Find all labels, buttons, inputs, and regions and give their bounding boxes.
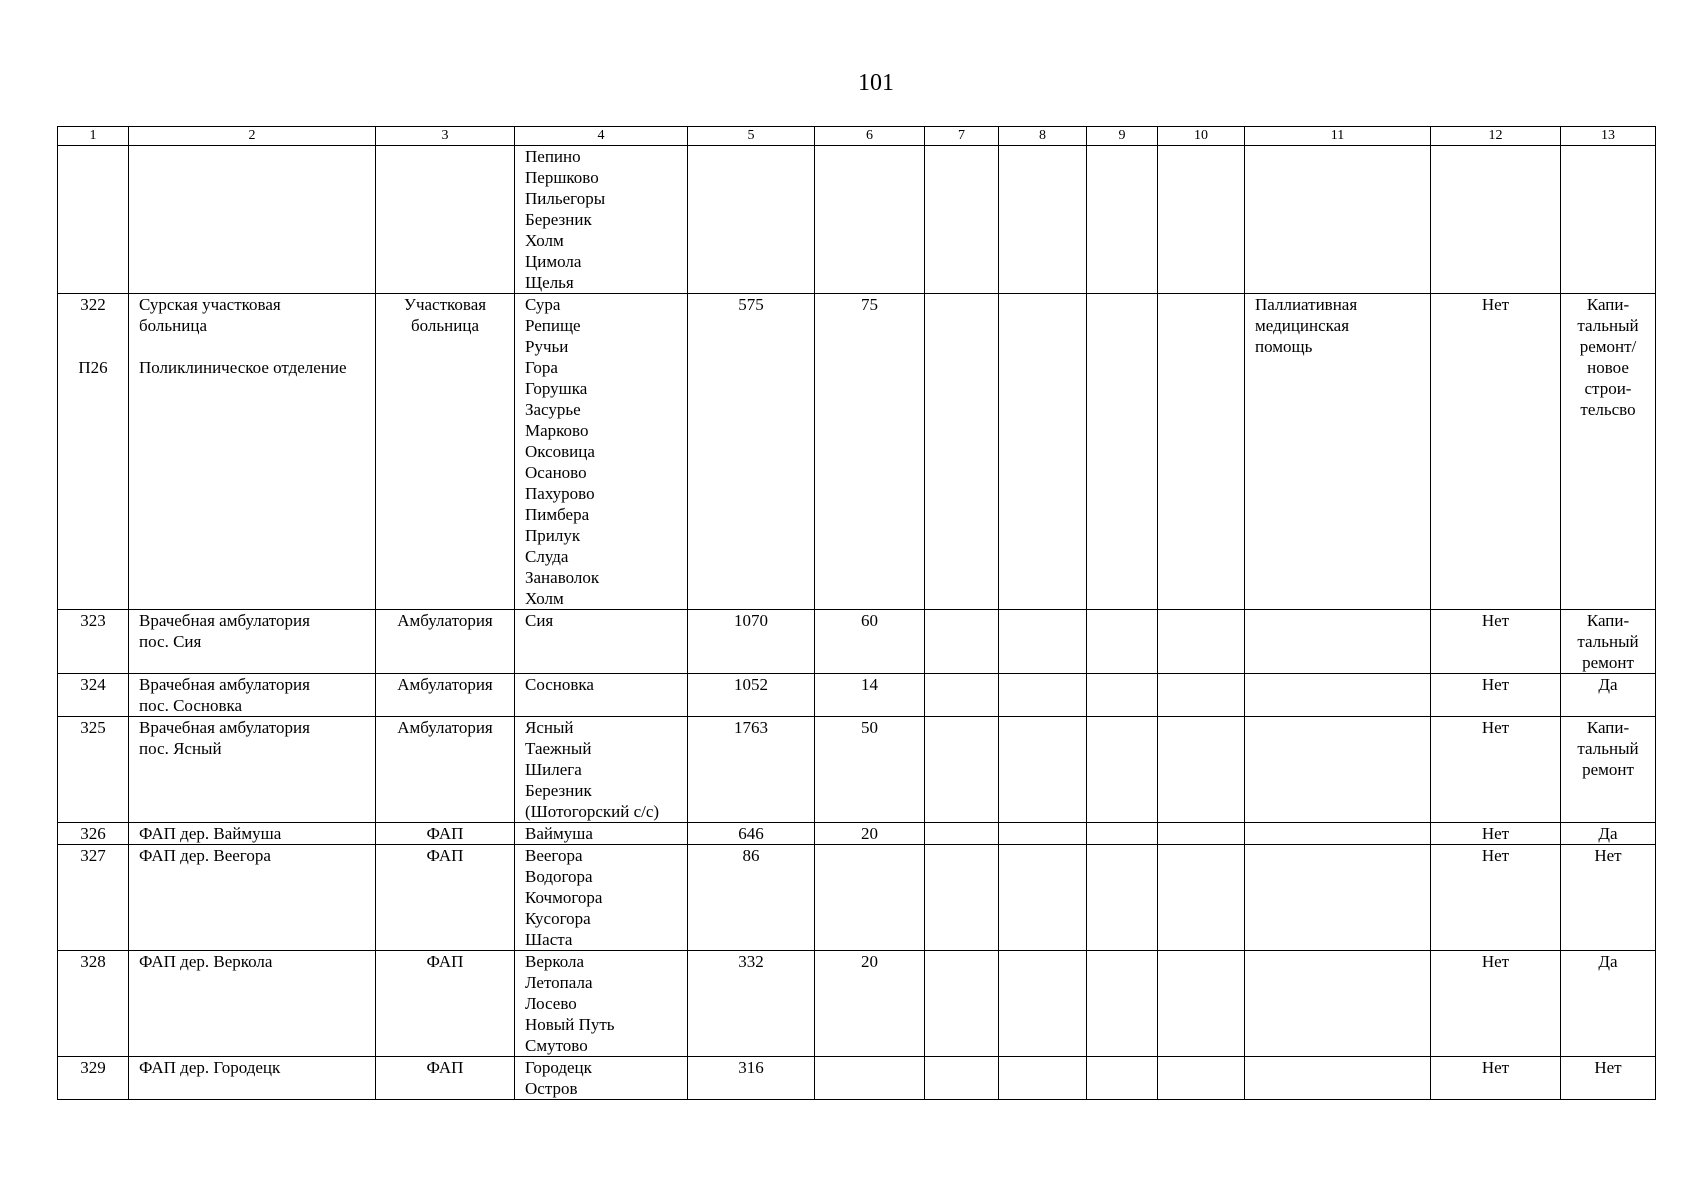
col12-cell (1431, 610, 1561, 674)
population-cell (688, 717, 815, 823)
col9-cell (1087, 294, 1158, 610)
col13-line: тальный (1577, 632, 1639, 651)
row-number-line (68, 315, 118, 336)
facility-type-line: Амбулатория (397, 611, 493, 630)
row-number-cell (58, 1057, 129, 1100)
col8-cell (999, 1057, 1087, 1100)
distance-cell (815, 294, 925, 610)
col13-line: тальный (1577, 739, 1639, 758)
distance-cell (815, 674, 925, 717)
villages-cell (515, 674, 688, 717)
distance-cell (815, 951, 925, 1057)
facility-name-line: больница (139, 316, 207, 335)
services-cell (1245, 823, 1431, 845)
col13-cell (1561, 717, 1656, 823)
col12-cell (1431, 674, 1561, 717)
villages-line: Репище (525, 316, 581, 335)
facility-type-cell (376, 1057, 515, 1100)
services-cell (1245, 146, 1431, 294)
row-number-cell (58, 294, 129, 610)
column-number-6: 6 (815, 127, 925, 146)
facility-name-line: пос. Ясный (139, 739, 222, 758)
population-cell (688, 674, 815, 717)
services-cell (1245, 610, 1431, 674)
col7-cell (925, 823, 999, 845)
villages-line: Ясный (525, 718, 574, 737)
services-cell (1245, 1057, 1431, 1100)
col7-cell (925, 294, 999, 610)
facility-type-cell (376, 294, 515, 610)
page-number: 101 (858, 70, 894, 96)
table-row (58, 717, 1656, 823)
col13-cell (1561, 951, 1656, 1057)
col7-cell (925, 610, 999, 674)
villages-cell (515, 146, 688, 294)
col13-line: Капи- (1586, 611, 1630, 630)
facility-type-cell (376, 674, 515, 717)
services-cell (1245, 674, 1431, 717)
column-number-5: 5 (688, 127, 815, 146)
col12-cell (1431, 146, 1561, 294)
col8-cell (999, 951, 1087, 1057)
facility-name-cell (129, 823, 376, 845)
facility-name-line: ФАП дер. Ваймуша (139, 824, 282, 843)
col12-value: Нет (1481, 824, 1510, 843)
col13-line: новое (1587, 358, 1629, 377)
col13-cell (1561, 674, 1656, 717)
row-number-cell (58, 146, 129, 294)
population-cell (688, 1057, 815, 1100)
services-cell (1245, 951, 1431, 1057)
col12-cell (1431, 1057, 1561, 1100)
column-number-4: 4 (515, 127, 688, 146)
population-value: 646 (738, 824, 764, 843)
table-row (58, 845, 1656, 951)
column-number-11: 11 (1245, 127, 1431, 146)
facility-type-line: ФАП (426, 846, 464, 865)
col12-value: Нет (1481, 611, 1510, 630)
villages-line: Осаново (525, 463, 587, 482)
villages-line: Горушка (525, 379, 588, 398)
col10-cell (1158, 294, 1245, 610)
distance-cell (815, 610, 925, 674)
col13-line: Да (1598, 824, 1618, 843)
facility-type-line: больница (411, 316, 479, 335)
population-value: 86 (742, 846, 760, 865)
row-number-cell (58, 610, 129, 674)
facility-name-cell (129, 717, 376, 823)
facility-name-line: пос. Сия (139, 632, 202, 651)
distance-value: 60 (861, 611, 878, 630)
facility-type-cell (376, 823, 515, 845)
col8-cell (999, 146, 1087, 294)
col12-cell (1431, 294, 1561, 610)
population-value: 316 (738, 1058, 764, 1077)
villages-line: Шилега (525, 760, 582, 779)
column-number-9: 9 (1087, 127, 1158, 146)
villages-line: Лосево (525, 994, 577, 1013)
distance-value: 20 (861, 824, 878, 843)
services-line: медицинская (1255, 316, 1350, 335)
population-cell (688, 294, 815, 610)
villages-line: Холм (525, 589, 564, 608)
villages-line: Шаста (525, 930, 573, 949)
col12-value: Нет (1481, 718, 1510, 737)
population-value: 1052 (734, 675, 768, 694)
col9-cell (1087, 1057, 1158, 1100)
facility-name-line: Врачебная амбулатория (139, 611, 310, 630)
villages-line: Прилук (525, 526, 581, 545)
column-number-2: 2 (129, 127, 376, 146)
col9-cell (1087, 823, 1158, 845)
facility-name-line (139, 336, 365, 357)
villages-line: Марково (525, 421, 589, 440)
col13-line: Капи- (1586, 295, 1630, 314)
population-cell (688, 845, 815, 951)
villages-line: Таежный (525, 739, 592, 758)
distance-cell (815, 146, 925, 294)
col13-cell (1561, 823, 1656, 845)
villages-line: Летопала (525, 973, 593, 992)
distance-cell (815, 845, 925, 951)
villages-line: Першково (525, 168, 599, 187)
col9-cell (1087, 845, 1158, 951)
facility-name-cell (129, 610, 376, 674)
row-number-line: 322 (80, 295, 106, 314)
population-value: 332 (738, 952, 764, 971)
villages-line: Веркола (525, 952, 585, 971)
distance-value: 75 (861, 295, 878, 314)
row-number-line: 327 (80, 846, 106, 865)
population-cell (688, 146, 815, 294)
col9-cell (1087, 610, 1158, 674)
col7-cell (925, 1057, 999, 1100)
villages-line: Слуда (525, 547, 569, 566)
row-number-line: 325 (80, 718, 106, 737)
col8-cell (999, 823, 1087, 845)
column-number-7: 7 (925, 127, 999, 146)
services-cell (1245, 294, 1431, 610)
population-value: 575 (738, 295, 764, 314)
distance-cell (815, 1057, 925, 1100)
col10-cell (1158, 823, 1245, 845)
row-number-cell (58, 717, 129, 823)
villages-line: Сосновка (525, 675, 594, 694)
villages-line: Березник (525, 781, 592, 800)
services-cell (1245, 717, 1431, 823)
services-cell (1245, 845, 1431, 951)
facility-type-line: ФАП (426, 1058, 464, 1077)
facility-name-cell (129, 845, 376, 951)
table-body (58, 146, 1656, 1100)
column-number-3: 3 (376, 127, 515, 146)
distance-value: 14 (861, 675, 878, 694)
row-number-line: 328 (80, 952, 106, 971)
col13-cell (1561, 146, 1656, 294)
table-row (58, 674, 1656, 717)
col9-cell (1087, 674, 1158, 717)
villages-line: Ваймуша (525, 824, 593, 843)
facility-name-line: ФАП дер. Веегора (139, 846, 271, 865)
row-number-cell (58, 951, 129, 1057)
villages-line: Пахурово (525, 484, 595, 503)
col10-cell (1158, 1057, 1245, 1100)
col10-cell (1158, 674, 1245, 717)
col7-cell (925, 717, 999, 823)
column-number-1: 1 (58, 127, 129, 146)
table-row (58, 610, 1656, 674)
col13-line: Капи- (1586, 718, 1630, 737)
villages-line: Водогора (525, 867, 593, 886)
row-number-line: 324 (80, 675, 106, 694)
col12-cell (1431, 823, 1561, 845)
villages-line: Цимола (525, 252, 582, 271)
col12-value: Нет (1481, 952, 1510, 971)
row-number-line: 326 (80, 824, 106, 843)
villages-cell (515, 294, 688, 610)
facilities-table (57, 126, 1656, 1100)
facility-name-cell (129, 674, 376, 717)
col9-cell (1087, 717, 1158, 823)
facility-type-line: Амбулатория (397, 718, 493, 737)
col13-line: Да (1598, 675, 1618, 694)
col10-cell (1158, 717, 1245, 823)
row-number-line: 329 (80, 1058, 106, 1077)
villages-cell (515, 951, 688, 1057)
column-number-12: 12 (1431, 127, 1561, 146)
row-number-cell (58, 674, 129, 717)
facility-type-cell (376, 717, 515, 823)
col13-cell (1561, 294, 1656, 610)
col8-cell (999, 610, 1087, 674)
col13-line: ремонт (1582, 653, 1634, 672)
villages-line: Сия (525, 611, 554, 630)
villages-line: Сура (525, 295, 561, 314)
facility-type-cell (376, 845, 515, 951)
villages-line: Смутово (525, 1036, 588, 1055)
col13-cell (1561, 610, 1656, 674)
distance-cell (815, 717, 925, 823)
distance-value: 20 (861, 952, 878, 971)
villages-line: Пепино (525, 147, 581, 166)
services-line: помощь (1255, 337, 1313, 356)
facility-name-line: Поликлиническое отделение (139, 358, 347, 377)
column-number-10: 10 (1158, 127, 1245, 146)
facility-type-line: Амбулатория (397, 675, 493, 694)
facility-name-line: Сурская участковая (139, 295, 281, 314)
col7-cell (925, 674, 999, 717)
col12-value: Нет (1481, 675, 1510, 694)
col13-line: ремонт/ (1579, 337, 1637, 356)
villages-line: Холм (525, 231, 564, 250)
villages-line: Кочмогора (525, 888, 603, 907)
col7-cell (925, 146, 999, 294)
col13-line: Нет (1594, 1058, 1622, 1077)
population-value: 1070 (734, 611, 768, 630)
villages-line: Занаволок (525, 568, 600, 587)
facility-name-line: ФАП дер. Городецк (139, 1058, 281, 1077)
services-line: Паллиативная (1255, 295, 1358, 314)
population-cell (688, 823, 815, 845)
col12-cell (1431, 717, 1561, 823)
villages-line: Оксовица (525, 442, 595, 461)
col12-value: Нет (1481, 846, 1510, 865)
villages-cell (515, 823, 688, 845)
table-row (58, 951, 1656, 1057)
population-cell (688, 610, 815, 674)
col12-cell (1431, 951, 1561, 1057)
col13-cell (1561, 1057, 1656, 1100)
col8-cell (999, 294, 1087, 610)
table-row (58, 146, 1656, 294)
facility-name-cell (129, 1057, 376, 1100)
col10-cell (1158, 951, 1245, 1057)
col9-cell (1087, 951, 1158, 1057)
col10-cell (1158, 146, 1245, 294)
facility-name-cell (129, 294, 376, 610)
col13-line: Нет (1594, 846, 1622, 865)
villages-line: Ручьи (525, 337, 569, 356)
col10-cell (1158, 610, 1245, 674)
villages-line: Новый Путь (525, 1015, 615, 1034)
col12-value: Нет (1481, 1058, 1510, 1077)
col7-cell (925, 845, 999, 951)
villages-cell (515, 610, 688, 674)
facility-type-line: ФАП (426, 952, 464, 971)
villages-line: Пимбера (525, 505, 590, 524)
facility-name-cell (129, 951, 376, 1057)
table-row (58, 1057, 1656, 1100)
col13-line: тальный (1577, 316, 1639, 335)
col13-line: тельсво (1580, 400, 1636, 419)
villages-cell (515, 845, 688, 951)
col8-cell (999, 674, 1087, 717)
facility-name-line: пос. Сосновка (139, 696, 243, 715)
col8-cell (999, 845, 1087, 951)
facility-name-line: ФАП дер. Веркола (139, 952, 273, 971)
col7-cell (925, 951, 999, 1057)
villages-line: Березник (525, 210, 592, 229)
facility-name-line: Врачебная амбулатория (139, 718, 310, 737)
facility-type-cell (376, 610, 515, 674)
villages-cell (515, 1057, 688, 1100)
facility-name-line: Врачебная амбулатория (139, 675, 310, 694)
col13-line: Да (1598, 952, 1618, 971)
distance-cell (815, 823, 925, 845)
col10-cell (1158, 845, 1245, 951)
col8-cell (999, 717, 1087, 823)
row-number-cell (58, 823, 129, 845)
population-cell (688, 951, 815, 1057)
table-row (58, 823, 1656, 845)
villages-line: (Шотогорский с/с) (525, 802, 660, 821)
facility-type-line: ФАП (426, 824, 464, 843)
col13-cell (1561, 845, 1656, 951)
row-number-line (68, 336, 118, 357)
villages-cell (515, 717, 688, 823)
column-number-row (58, 127, 1656, 146)
villages-line: Остров (525, 1079, 578, 1098)
col13-line: строи- (1584, 379, 1632, 398)
col12-cell (1431, 845, 1561, 951)
column-number-13: 13 (1561, 127, 1656, 146)
col12-value: Нет (1481, 295, 1510, 314)
facility-name-cell (129, 146, 376, 294)
villages-line: Кусогора (525, 909, 591, 928)
column-number-8: 8 (999, 127, 1087, 146)
villages-line: Пильегоры (525, 189, 606, 208)
facility-type-cell (376, 146, 515, 294)
facility-type-cell (376, 951, 515, 1057)
distance-value: 50 (861, 718, 878, 737)
row-number-line: 323 (80, 611, 106, 630)
col13-line: ремонт (1582, 760, 1634, 779)
col9-cell (1087, 146, 1158, 294)
villages-line: Веегора (525, 846, 583, 865)
villages-line: Засурье (525, 400, 581, 419)
villages-line: Щелья (525, 273, 574, 292)
table-row (58, 294, 1656, 610)
facility-type-line: Участковая (403, 295, 487, 314)
row-number-line: П26 (78, 358, 108, 377)
villages-line: Городецк (525, 1058, 592, 1077)
population-value: 1763 (734, 718, 768, 737)
row-number-cell (58, 845, 129, 951)
villages-line: Гора (525, 358, 558, 377)
